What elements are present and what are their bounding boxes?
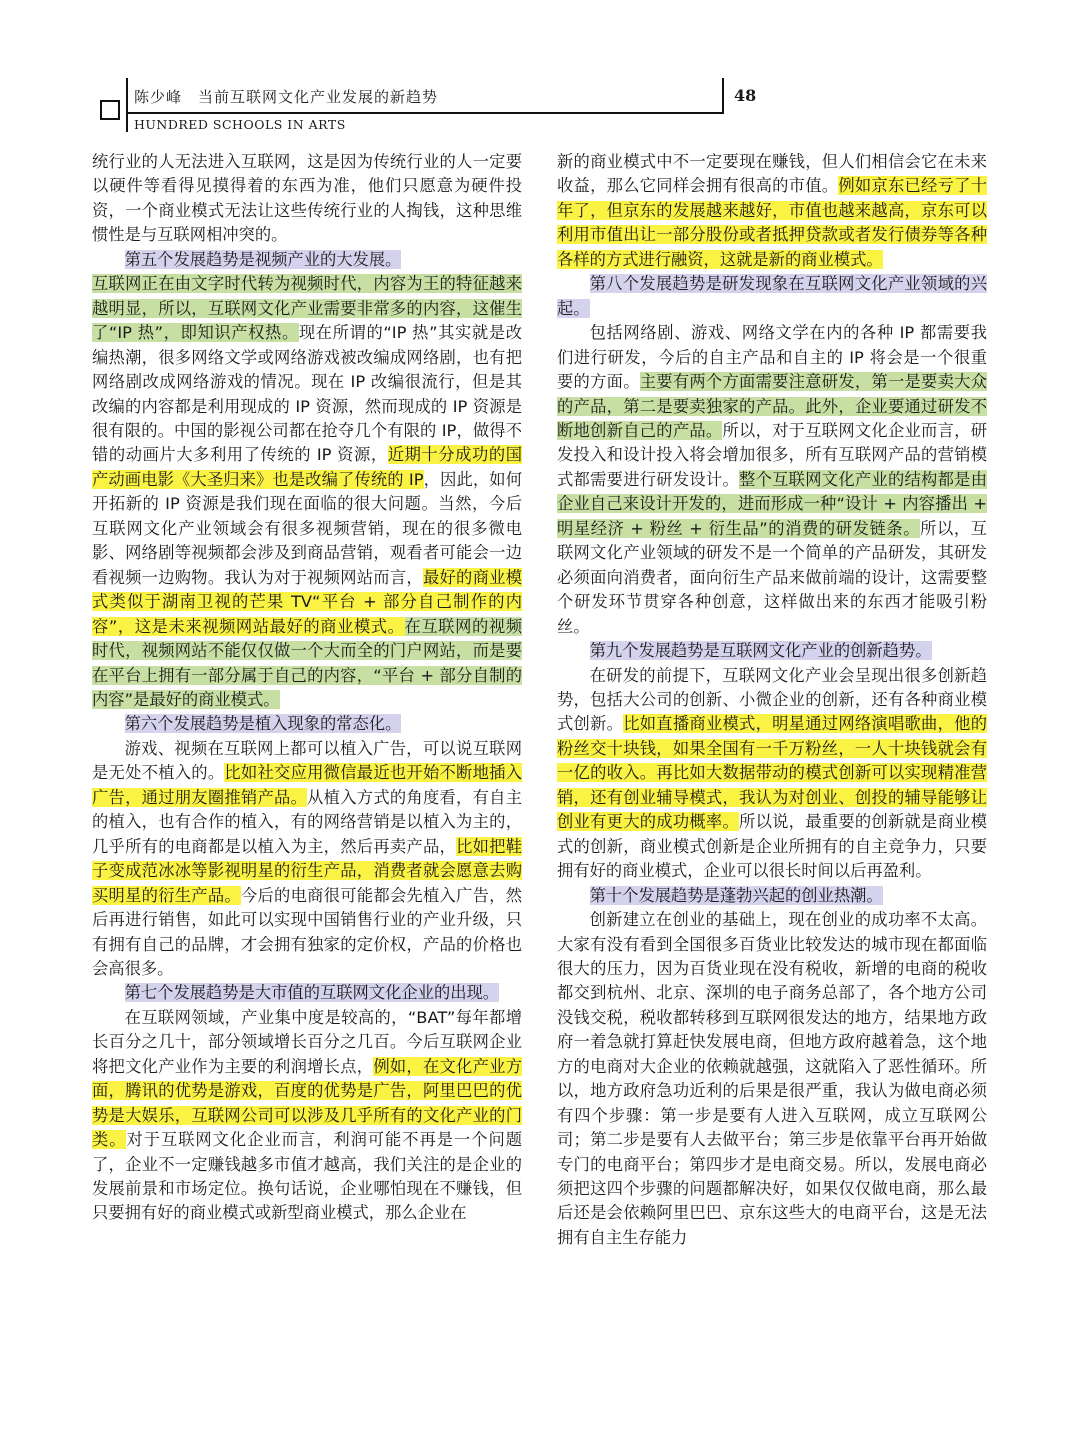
- paragraph: [557, 321, 987, 639]
- header-rule: [126, 112, 722, 114]
- text: 游戏、视频在互联网上都可以植入广告，可以说互联网是无处不植入的。: [92, 738, 522, 783]
- paragraph: [92, 272, 522, 712]
- highlight-green: 整个互联网文化产业的结构都是由企业自己来设计开发的，进而形成一种“设计 + 内容播出 + 明星经济 + 粉丝 + 衍生品”的消费的研发链条。: [557, 469, 987, 538]
- right-column: [557, 150, 987, 1250]
- text: 统行业的人无法进入互联网，这是因为传统行业的人一定要以硬件等看得见摸得着的东西为准，他们只愿意为硬件投资，一个商业模式无法让这些传统行业的人掏钱，这种思维惯性是与互联网相冲突的。: [92, 152, 522, 245]
- paragraph: [92, 150, 522, 248]
- highlight-yellow: 比如把鞋子变成范冰冰等影视明星的衍生产品，消费者就会愿意去购买明星的衍生产品。: [92, 836, 522, 905]
- highlight-green: 主要有两个方面需要注意研发，第一是要卖大众的产品，第二是要卖独家的产品。此外，企业要通过研发不断地创新自己的产品。: [557, 372, 987, 440]
- text: 在互联网领域，产业集中度是较高的，“BAT”每年都增长百分之几十，部分领域增长百分之几百。今后互联网企业将把文化产业作为主要的利润增长点，: [92, 1007, 522, 1076]
- heading-text: 第六个发展趋势是植入现象的常态化。: [124, 714, 402, 734]
- text: 现在所谓的“IP 热”其实就是改编热潮，很多网络文学或网络游戏被改编成网络剧，也有把网络剧改成网络游戏的情况。现在 IP 改编很流行，但是其改编的内容都是利用现成的 IP 资源，然而现成的 IP 资源是很有限的。中国的影视公司都在抢夺几个有限的 IP，做得不错的动画片大多利用了传统的 IP 资源，: [92, 323, 522, 465]
- left-column: [92, 150, 522, 1226]
- text: 所以，对于互联网文化企业而言，研发投入和设计投入将会增加很多，所有互联网产品的营销模式都需要进行研发设计。: [557, 420, 987, 489]
- highlight-yellow: 例如，在文化产业方面，腾讯的优势是游戏，百度的优势是广告，阿里巴巴的优势是大娱乐，互联网公司可以涉及几乎所有的文化产业的门类。: [92, 1056, 522, 1150]
- paragraph: [557, 664, 987, 884]
- running-header: [100, 78, 980, 136]
- text: 今后的电商很可能都会先植入广告，然后再进行销售，如此可以实现中国销售行业的产业升级，只有拥有自己的品牌，才会拥有独家的定价权，产品的价格也会高很多。: [92, 885, 522, 978]
- text: ，因此，如何开拓新的 IP 资源是我们现在面临的很大问题。当然，今后互联网文化产业领域会有很多视频营销，现在的很多微电影、网络剧等视频都会涉及到商品营销，观看者可能会一边看视频一边购物。我认为对于视频网站而言，: [92, 469, 522, 587]
- highlight-yellow: 最好的商业模式类似于湖南卫视的芒果 TV“平台 + 部分自己制作的内容”，这是未来视频网站最好的商业模式。: [92, 567, 522, 636]
- heading-text: 第五个发展趋势是视频产业的大发展。: [124, 249, 402, 269]
- section-heading-10: [557, 884, 987, 908]
- paragraph: [557, 908, 987, 1250]
- highlight-yellow: 近期十分成功的国产动画电影《大圣归来》也是改编了传统的 IP: [92, 445, 522, 489]
- text: 在研发的前提下，互联网文化产业会呈现出很多创新趋势，包括大公司的创新、小微企业的创新，还有各种商业模式创新。: [557, 665, 987, 734]
- paragraph: [557, 150, 987, 272]
- page-number-divider: [722, 78, 724, 114]
- header-divider: [126, 78, 128, 132]
- heading-text: 第七个发展趋势是大市值的互联网文化企业的出现。: [124, 983, 500, 1003]
- paragraph: [92, 737, 522, 982]
- text: 对于互联网文化企业而言，利润可能不再是一个问题了，企业不一定赚钱越多市值才越高，我们关注的是企业的发展前景和市场定位。换句话说，企业哪怕现在不赚钱，但只要拥有好的商业模式或新型商业模式，那么企业在: [92, 1130, 522, 1223]
- page-number: 48: [734, 86, 757, 105]
- header-title: 陈少峰 当前互联网文化产业发展的新趋势: [134, 88, 439, 106]
- heading-text: 第十个发展趋势是蓬勃兴起的创业热潮。: [589, 885, 883, 905]
- section-heading-5: [92, 248, 522, 272]
- highlight-green: 在互联网的视频时代，视频网站不能仅仅做一个大而全的门户网站，而是要在平台上拥有一部分属于自己的内容，“平台 + 部分自制的内容”是最好的商业模式。: [92, 616, 522, 709]
- text: 所以，互联网文化产业领域的研发不是一个简单的产品研发，其研发必须面向消费者，面向衍生产品来做前端的设计，这需要整个研发环节贯穿各种创意，这样做出来的东西才能吸引粉丝。: [557, 518, 987, 636]
- highlight-yellow: 比如社交应用微信最近也开始不断地插入广告，通过朋友圈推销产品。: [92, 763, 522, 807]
- heading-text: 第八个发展趋势是研发现象在互联网文化产业领域的兴起。: [557, 274, 987, 318]
- section-heading-9: [557, 639, 987, 663]
- paragraph: [92, 1006, 522, 1226]
- section-heading-8: [557, 272, 987, 321]
- text: 包括网络剧、游戏、网络文学在内的各种 IP 都需要我们进行研发，今后的自主产品和自主的 IP 将会是一个很重要的方面。: [557, 323, 987, 392]
- journal-name: HUNDRED SCHOOLS IN ARTS: [134, 117, 346, 132]
- highlight-yellow: 例如京东已经亏了十年了，但京东的发展越来越好，市值也越来越高，京东可以利用市值出让一部分股份或者抵押贷款或者发行债券等各种各样的方式进行融资，这就是新的商业模式。: [557, 176, 987, 269]
- section-heading-7: [92, 981, 522, 1005]
- section-heading-6: [92, 712, 522, 736]
- text: 创新建立在创业的基础上，现在创业的成功率不太高。大家有没有看到全国很多百货业比较发达的城市现在都面临很大的压力，因为百货业现在没有税收，新增的电商的税收都交到杭州、北京、深圳的电子商务总部了，各个地方公司没钱交税，税收都转移到互联网很发达的地方，结果地方政府一着急就打算赶快发展电商，但地方政府越着急，这个地方的电商对大企业的依赖就越强，这就陷入了恶性循环。所以，地方政府急功近利的后果是很严重，我认为做电商必须有四个步骤：第一步是要有人进入互联网，成立互联网公司；第二步是要有人去做平台；第三步是依靠平台再开始做专门的电商平台；第四步才是电商交易。所以，发展电商必须把这四个步骤的问题都解决好，如果仅仅做电商，那么最后还是会依赖阿里巴巴、京东这些大的电商平台，这是无法拥有自主生存能力: [557, 910, 987, 1247]
- text: 新的商业模式中不一定要现在赚钱，但人们相信会它在未来收益，那么它同样会拥有很高的市值。: [557, 152, 987, 196]
- heading-text: 第九个发展趋势是互联网文化产业的创新趋势。: [589, 641, 932, 661]
- highlight-yellow: 比如直播商业模式，明星通过网络演唱歌曲，他的粉丝交十块钱，如果全国有一千万粉丝，一人十块钱就会有一亿的收入。再比如大数据带动的模式创新可以实现精准营销，还有创业辅导模式，我认为对创业、创投的辅导能够让创业有更大的成功概率。: [557, 714, 987, 832]
- text: 所以说，最重要的创新就是商业模式的创新，商业模式创新是企业所拥有的自主竞争力，只要拥有好的商业模式，企业可以很长时间以后再盈利。: [557, 812, 987, 881]
- header-square-mark: [100, 100, 120, 120]
- highlight-green: 互联网正在由文字时代转为视频时代，内容为王的特征越来越明显，所以，互联网文化产业需要非常多的内容，这催生了“IP 热”，即知识产权热。: [92, 274, 522, 343]
- text: 从植入方式的角度看，有自主的植入，也有合作的植入，有的网络营销是以植入为主的，几乎所有的电商都是以植入为主，然后再卖产品，: [92, 787, 522, 856]
